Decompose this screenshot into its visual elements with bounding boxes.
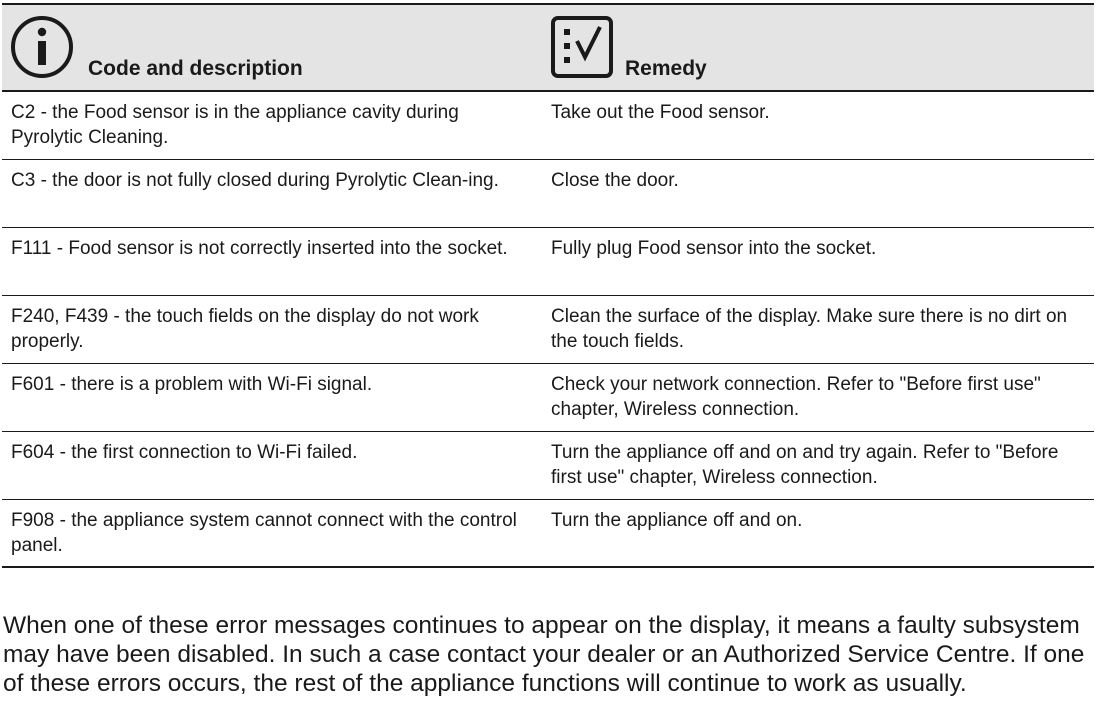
remedy-cell: Clean the surface of the display. Make sure there is no dirt on the touch fields.: [551, 306, 1068, 352]
header-remedy-label: Remedy: [625, 57, 707, 80]
remedy-cell: Take out the Food sensor.: [551, 102, 770, 123]
code-cell: F240, F439 - the touch fields on the display do not work properly.: [11, 306, 479, 352]
table-row: [2, 500, 1094, 568]
header-remedy-column: [542, 5, 1094, 90]
code-cell: F908 - the appliance system cannot connect with the control panel.: [11, 510, 517, 556]
code-cell: F601 - there is a problem with Wi-Fi signal.: [11, 374, 373, 395]
remedy-cell: Close the door.: [551, 170, 679, 191]
code-cell: F604 - the first connection to Wi-Fi failed.: [11, 442, 358, 463]
error-note-paragraph: When one of these error messages continues to appear on the display, it means a faulty subsystem may have been disabled. In such a case contact your dealer or an Authorized Service Centre. If one of these errors occurs, the rest of the appliance functions will continue to work as usually.: [3, 611, 1085, 697]
remedy-cell: Fully plug Food sensor into the socket.: [551, 238, 877, 259]
info-icon: [10, 15, 74, 79]
header-code-column: [2, 5, 542, 90]
table-row: [2, 92, 1094, 160]
table-header: [2, 3, 1094, 92]
checklist-icon: [550, 15, 614, 79]
header-code-label: Code and description: [88, 57, 303, 80]
table-row: [2, 364, 1094, 432]
code-cell: C3 - the door is not fully closed during Pyrolytic Clean-ing.: [11, 170, 499, 191]
code-cell: C2 - the Food sensor is in the appliance cavity during Pyrolytic Cleaning.: [11, 102, 459, 148]
table-row: [2, 432, 1094, 500]
remedy-cell: Turn the appliance off and on.: [551, 510, 803, 531]
remedy-cell: Turn the appliance off and on and try again. Refer to "Before first use" chapter, Wireless connection.: [551, 442, 1059, 488]
error-code-table: [2, 3, 1094, 568]
table-row: [2, 228, 1094, 296]
code-cell: F111 - Food sensor is not correctly inserted into the socket.: [11, 238, 508, 259]
remedy-cell: Check your network connection. Refer to "Before first use" chapter, Wireless connection.: [551, 374, 1041, 420]
table-row: [2, 160, 1094, 228]
table-row: [2, 296, 1094, 364]
